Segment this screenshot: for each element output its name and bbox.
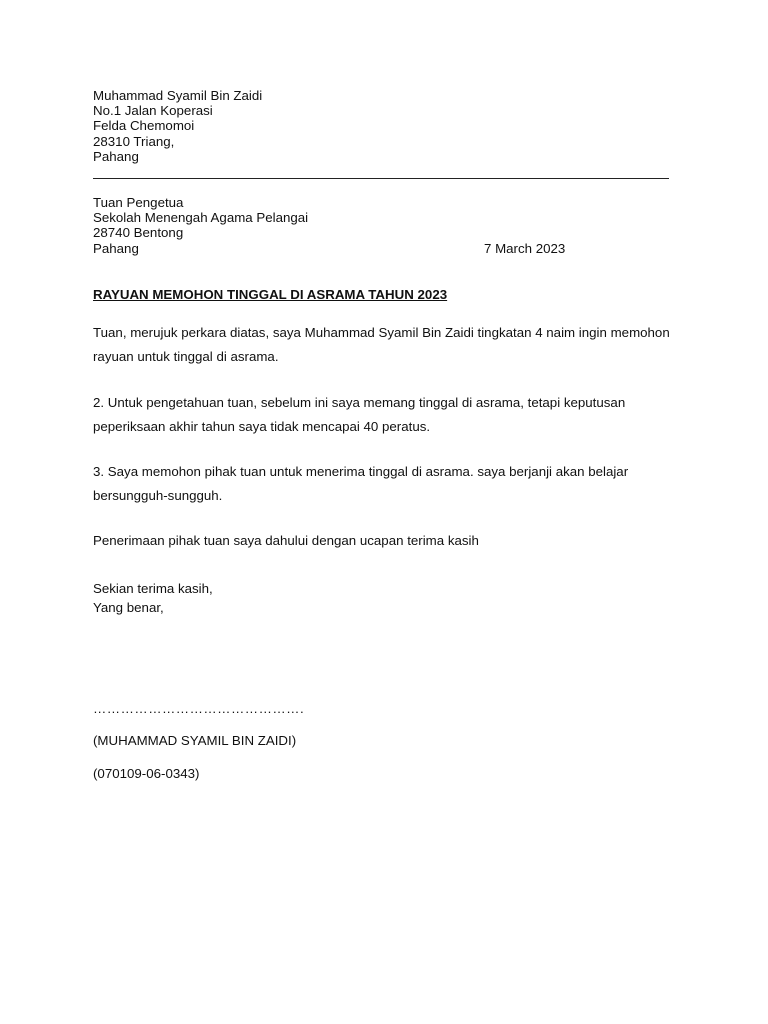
body-paragraph: Tuan, merujuk perkara diatas, saya Muhammad Syamil Bin Zaidi tingkatan 4 naim ingin memohon rayuan untuk tinggal di asrama. [93,325,670,364]
recipient-title: Tuan Pengetua [93,195,184,210]
closing [93,579,213,617]
body-paragraph: 3. Saya memohon pihak tuan untuk menerima tinggal di asrama. saya berjanji akan belajar bersungguh-sungguh. [93,464,629,503]
sender-name: Muhammad Syamil Bin Zaidi [93,88,263,103]
recipient-school: Sekolah Menengah Agama Pelangai [93,210,309,226]
recipient-address-line: 28740 Bentong [93,225,184,241]
letter-date: 7 March 2023 [484,241,566,256]
recipient-address [93,195,308,256]
recipient-address-line: Pahang [93,240,139,256]
closing-line: Sekian terima kasih, [93,581,213,596]
header-divider [93,178,669,179]
letter-subject: RAYUAN MEMOHON TINGGAL DI ASRAMA TAHUN 2023 [93,287,448,302]
signature-name: (MUHAMMAD SYAMIL BIN ZAIDI) [93,733,297,748]
sender-address-line: No.1 Jalan Koperasi [93,103,213,119]
closing-line: Yang benar, [93,600,164,615]
sender-address-line: Felda Chemomoi [93,118,195,134]
sender-address-line: Pahang [93,148,139,164]
signature-line: ………………………………………. [93,701,305,716]
body-paragraph: Penerimaan pihak tuan saya dahului dengan ucapan terima kasih [93,533,479,548]
sender-address [93,88,262,164]
sender-address-line: 28310 Triang, [93,133,175,149]
signature-ic-number: (070109-06-0343) [93,766,200,781]
body-paragraph: 2. Untuk pengetahuan tuan, sebelum ini saya memang tinggal di asrama, tetapi keputusan peperiksaan akhir tahun saya tidak mencapai 40 peratus. [93,395,626,434]
